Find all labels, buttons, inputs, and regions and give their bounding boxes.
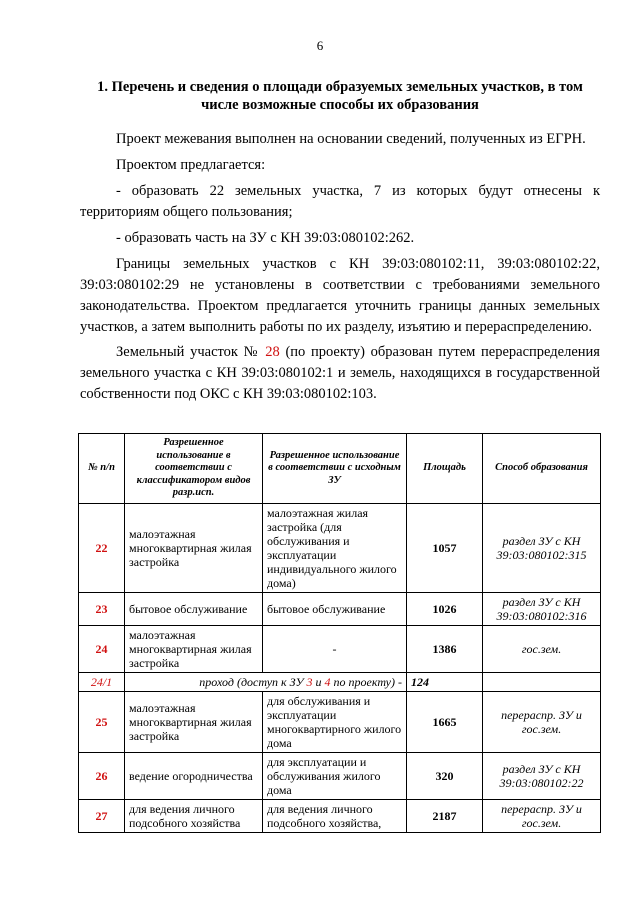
table-row — [79, 800, 601, 833]
p6-after: (по проекту) образован путем перераспределения земельного участка с КН 39:03:080102:1 и земель, находящихся в государственной собственности под ОКС с КН 39:03:080102:103. — [80, 344, 600, 402]
paragraph-form-plots: - образовать 22 земельных участка, 7 из которых будут отнесены к территориям общего пользования; — [80, 183, 600, 220]
paragraph-form-part: - образовать часть на ЗУ с КН 39:03:080102:262. — [116, 230, 415, 246]
cell-passage-text — [125, 673, 407, 692]
cell-use-source: для эксплуатации и обслуживания жилого дома — [263, 753, 407, 800]
cell-use-classifier: для ведения личного подсобного хозяйства — [125, 800, 263, 833]
cell-method: раздел ЗУ с КН 39:03:080102:316 — [483, 593, 601, 626]
cell-area: 1026 — [407, 593, 483, 626]
table-row — [79, 692, 601, 753]
table-row — [79, 626, 601, 673]
cell-num: 27 — [79, 800, 125, 833]
cell-method: перераспр. ЗУ и гос.зем. — [483, 692, 601, 753]
cell-method: раздел ЗУ с КН 39:03:080102:22 — [483, 753, 601, 800]
cell-area: 1386 — [407, 626, 483, 673]
cell-area: 2187 — [407, 800, 483, 833]
passage-plot-4: 4 — [324, 675, 331, 689]
land-plots-table — [78, 433, 601, 833]
cell-num: 26 — [79, 753, 125, 800]
cell-num: 23 — [79, 593, 125, 626]
table-header-row — [79, 434, 601, 504]
p6-before: Земельный участок № — [116, 344, 266, 360]
header-method: Способ образования — [483, 434, 601, 504]
cell-use-classifier: малоэтажная многоквартирная жилая застройка — [125, 504, 263, 593]
page-number: 6 — [316, 38, 324, 53]
cell-area: 1057 — [407, 504, 483, 593]
cell-method: гос.зем. — [483, 626, 601, 673]
paragraph-basis: Проект межевания выполнен на основании сведений, полученных из ЕГРН. — [116, 131, 586, 147]
passage-text-after: по проекту) - — [330, 675, 402, 689]
heading-line-2: числе возможные способы их образования — [201, 97, 479, 113]
paragraph-proposal: Проектом предлагается: — [116, 157, 266, 173]
header-use-classifier: Разрешенное использование в соответствии с классификатором видов разр.исп. — [125, 434, 263, 504]
cell-area: 320 — [407, 753, 483, 800]
cell-use-source: для ведения личного подсобного хозяйства, — [263, 800, 407, 833]
table-row — [79, 504, 601, 593]
header-num: № п/п — [79, 434, 125, 504]
section-heading — [80, 78, 600, 114]
cell-num: 25 — [79, 692, 125, 753]
plot-number-28: 28 — [265, 344, 280, 360]
passage-plot-3: 3 — [306, 675, 313, 689]
cell-use-source: для обслуживания и эксплуатации многоквартирного жилого дома — [263, 692, 407, 753]
header-use-source: Разрешенное использование в соответствии с исходным ЗУ — [263, 434, 407, 504]
cell-use-source: - — [263, 626, 407, 673]
table-row-passage — [79, 673, 601, 692]
cell-method: раздел ЗУ с КН 39:03:080102:315 — [483, 504, 601, 593]
heading-line-1: 1. Перечень и сведения о площади образуемых земельных участков, в том — [97, 79, 583, 95]
cell-use-classifier: малоэтажная многоквартирная жилая застройка — [125, 626, 263, 673]
table-row — [79, 593, 601, 626]
header-area: Площадь — [407, 434, 483, 504]
passage-text-mid: и — [312, 675, 325, 689]
cell-use-classifier: бытовое обслуживание — [125, 593, 263, 626]
table-row — [79, 753, 601, 800]
paragraph-plot-28 — [80, 342, 600, 405]
paragraph-boundaries: Границы земельных участков с КН 39:03:080102:11, 39:03:080102:22, 39:03:080102:29 не установлены в соответствии с требованиями земельного законодательства. Проектом предлагается уточнить границы данных земельных участков, а затем выполнить работы по их разделу, изъятию и перераспределению. — [80, 256, 600, 335]
cell-num: 22 — [79, 504, 125, 593]
cell-area: 1665 — [407, 692, 483, 753]
passage-text-before: проход (доступ к ЗУ — [199, 675, 307, 689]
cell-use-classifier: малоэтажная многоквартирная жилая застройка — [125, 692, 263, 753]
cell-use-classifier: ведение огородничества — [125, 753, 263, 800]
cell-num: 24 — [79, 626, 125, 673]
cell-use-source: малоэтажная жилая застройка (для обслуживания и эксплуатации индивидуального жилого дома) — [263, 504, 407, 593]
cell-use-source: бытовое обслуживание — [263, 593, 407, 626]
cell-method: перераспр. ЗУ и гос.зем. — [483, 800, 601, 833]
cell-area: 124 — [407, 673, 483, 692]
cell-num: 24/1 — [79, 673, 125, 692]
cell-method — [483, 673, 601, 692]
